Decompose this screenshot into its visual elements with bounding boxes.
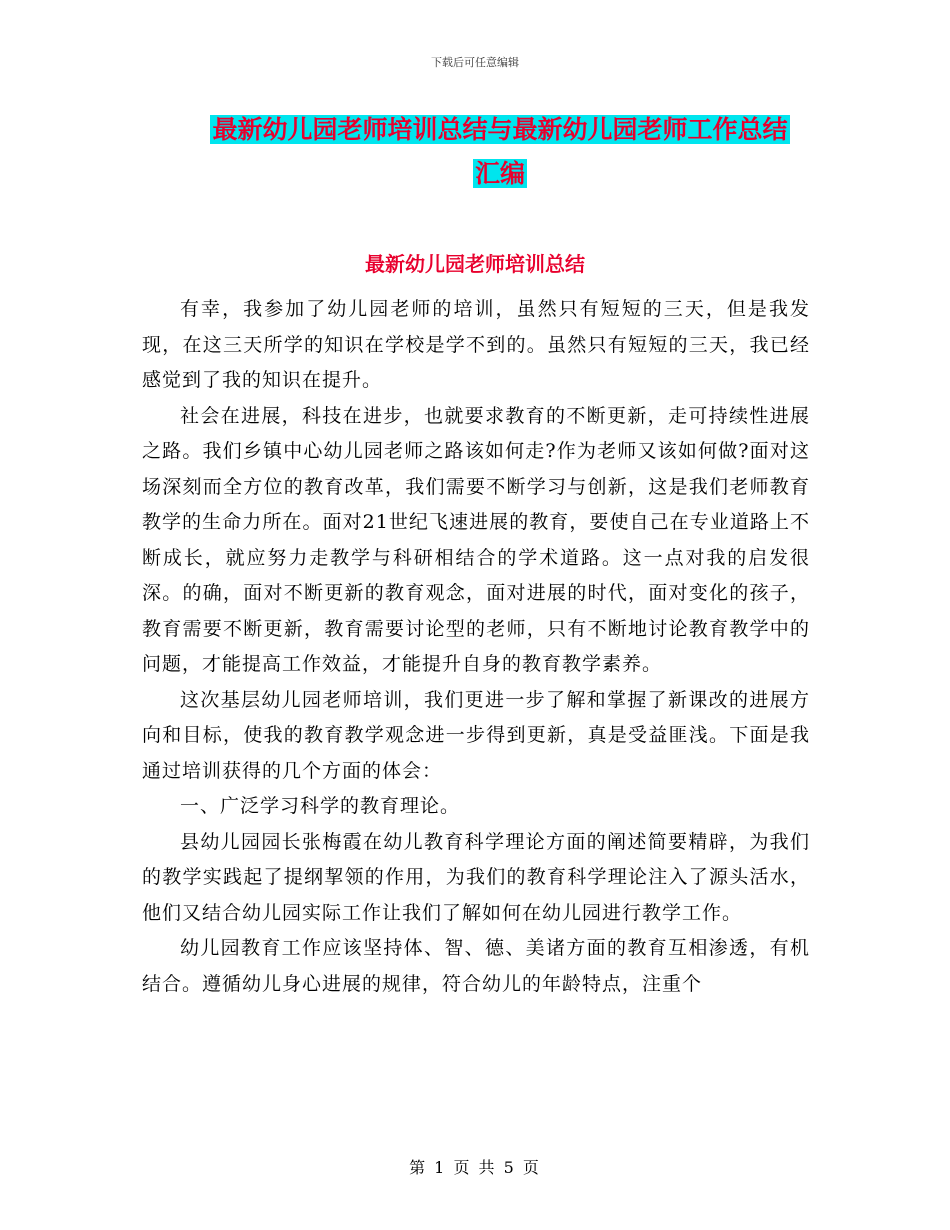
page-footer: 第 1 页 共 5 页 — [409, 1158, 541, 1177]
main-title — [140, 108, 860, 196]
paragraph: 幼儿园教育工作应该坚持体、智、德、美诸方面的教育互相渗透，有机结合。遵循幼儿身心进展的规律，符合幼儿的年龄特点，注重个 — [142, 937, 810, 995]
section-title: 最新幼儿园老师培训总结 — [365, 252, 585, 276]
paragraph: 这次基层幼儿园老师培训，我们更进一步了解和掌握了新课改的进展方向和目标，使我的教育教学观念进一步得到更新，真是受益匪浅。下面是我通过培训获得的几个方面的体会： — [142, 688, 810, 782]
main-title-line-1: 最新幼儿园老师培训总结与最新幼儿园老师工作总结 — [212, 115, 788, 144]
paragraph: 有幸，我参加了幼儿园老师的培训，虽然只有短短的三天，但是我发现，在这三天所学的知识在学校是学不到的。虽然只有短短的三天，我已经感觉到了我的知识在提升。 — [142, 298, 810, 391]
paragraph: 县幼儿园园长张梅霞在幼儿教育科学理论方面的阐述简要精辟，为我们的教学实践起了提纲挈领的作用，为我们的教育科学理论注入了源头活水，他们又结合幼儿园实际工作让我们了解如何在幼儿园进行教学工作。 — [142, 830, 810, 924]
paragraph: 社会在进展，科技在进步，也就要求教育的不断更新，走可持续性进展之路。我们乡镇中心幼儿园老师之路该如何走?作为老师又该如何做?面对这场深刻而全方位的教育改革，我们需要不断学习与创新，这是我们老师教育教学的生命力所在。面对21世纪飞速进展的教育，要使自己在专业道路上不断成长，就应努力走教学与科研相结合的学术道路。这一点对我的启发很深。的确，面对不断更新的教育观念，面对进展的时代，面对变化的孩子，教育需要不断更新，教育需要讨论型的老师，只有不断地讨论教育教学中的问题，才能提高工作效益，才能提升自身的教育教学素养。 — [142, 404, 810, 675]
paragraph: 一、广泛学习科学的教育理论。 — [180, 795, 461, 817]
header-note: 下载后可任意编辑 — [431, 56, 519, 69]
main-title-line-2: 汇编 — [474, 159, 525, 188]
body-text — [142, 292, 810, 1002]
